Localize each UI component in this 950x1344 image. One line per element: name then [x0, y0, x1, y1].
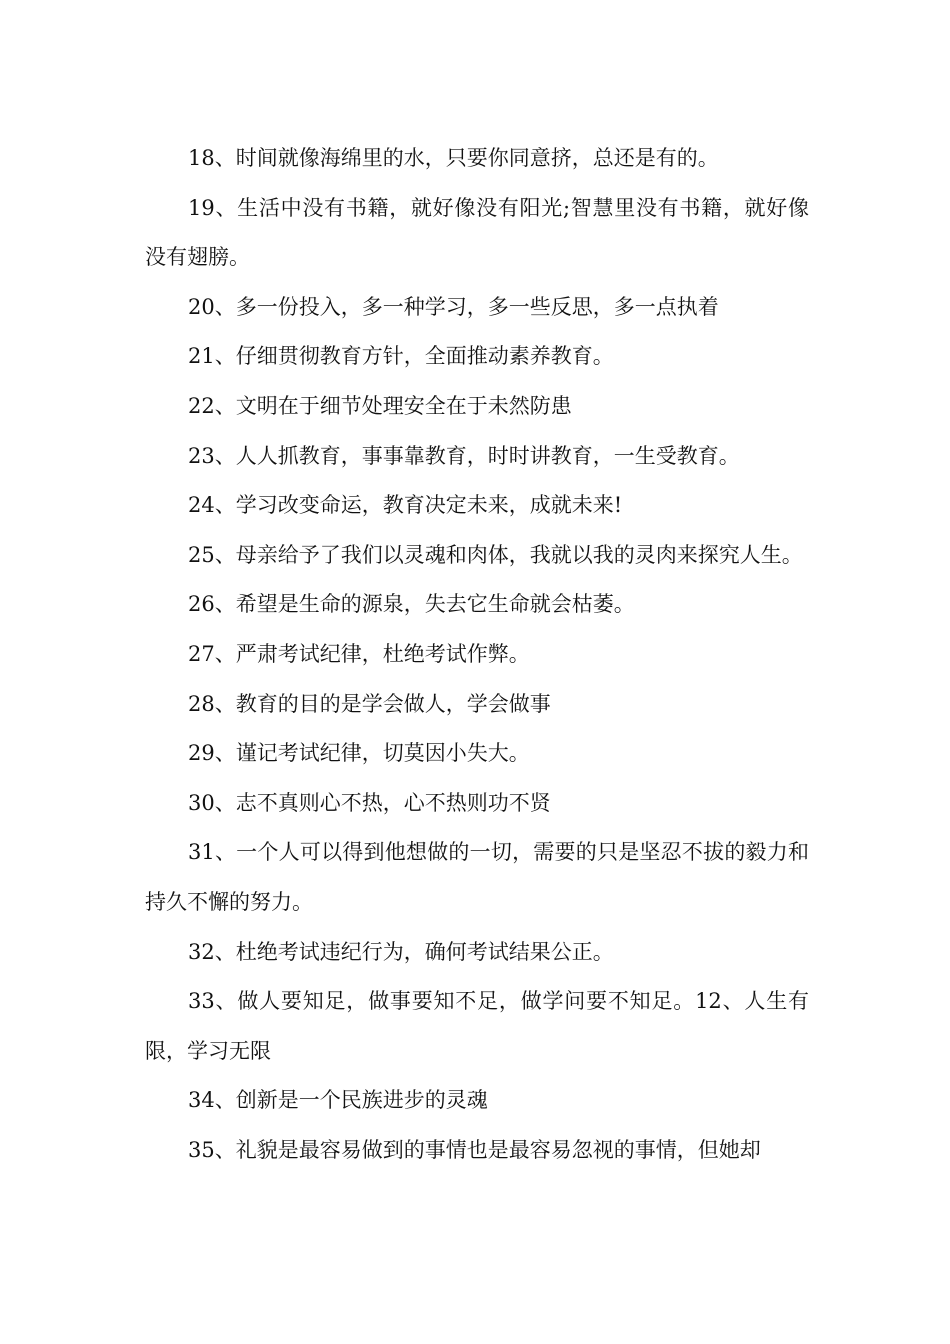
- paragraph: 35、礼貌是最容易做到的事情也是最容易忽视的事情，但她却: [188, 1137, 761, 1162]
- paragraph: 24、学习改变命运，教育决定未来，成就未来!: [188, 493, 623, 518]
- paragraph: 32、杜绝考试违纪行为，确何考试结果公正。: [188, 939, 614, 964]
- paragraph: 33、做人要知足，做事要知不足，做学问要不知足。12、人生有限，学习无限: [145, 989, 809, 1063]
- paragraph: 26、希望是生命的源泉，失去它生命就会枯萎。: [188, 592, 635, 617]
- document-body: [145, 134, 809, 1175]
- paragraph: 23、人人抓教育，事事靠教育，时时讲教育，一生受教育。: [188, 443, 740, 468]
- paragraph: 28、教育的目的是学会做人，学会做事: [188, 691, 551, 716]
- paragraph: 18、时间就像海绵里的水，只要你同意挤，总还是有的。: [188, 146, 719, 170]
- paragraph: 25、母亲给予了我们以灵魂和肉体，我就以我的灵肉来探究人生。: [188, 542, 803, 567]
- paragraph: 20、多一份投入，多一种学习，多一些反思，多一点执着: [188, 294, 719, 319]
- paragraph: 34、创新是一个民族进步的灵魂: [188, 1088, 488, 1113]
- paragraph: 29、谨记考试纪律，切莫因小失大。: [188, 741, 530, 766]
- paragraph: 21、仔细贯彻教育方针，全面推动素养教育。: [188, 344, 614, 369]
- paragraph: 22、文明在于细节处理安全在于未然防患: [188, 393, 572, 418]
- paragraph: 19、生活中没有书籍，就好像没有阳光;智慧里没有书籍，就好像没有翅膀。: [145, 195, 809, 270]
- paragraph: 30、志不真则心不热，心不热则功不贤: [188, 790, 551, 815]
- paragraph: 27、严肃考试纪律，杜绝考试作弊。: [188, 641, 530, 666]
- paragraph: 31、一个人可以得到他想做的一切，需要的只是坚忍不拔的毅力和持久不懈的努力。: [145, 840, 809, 914]
